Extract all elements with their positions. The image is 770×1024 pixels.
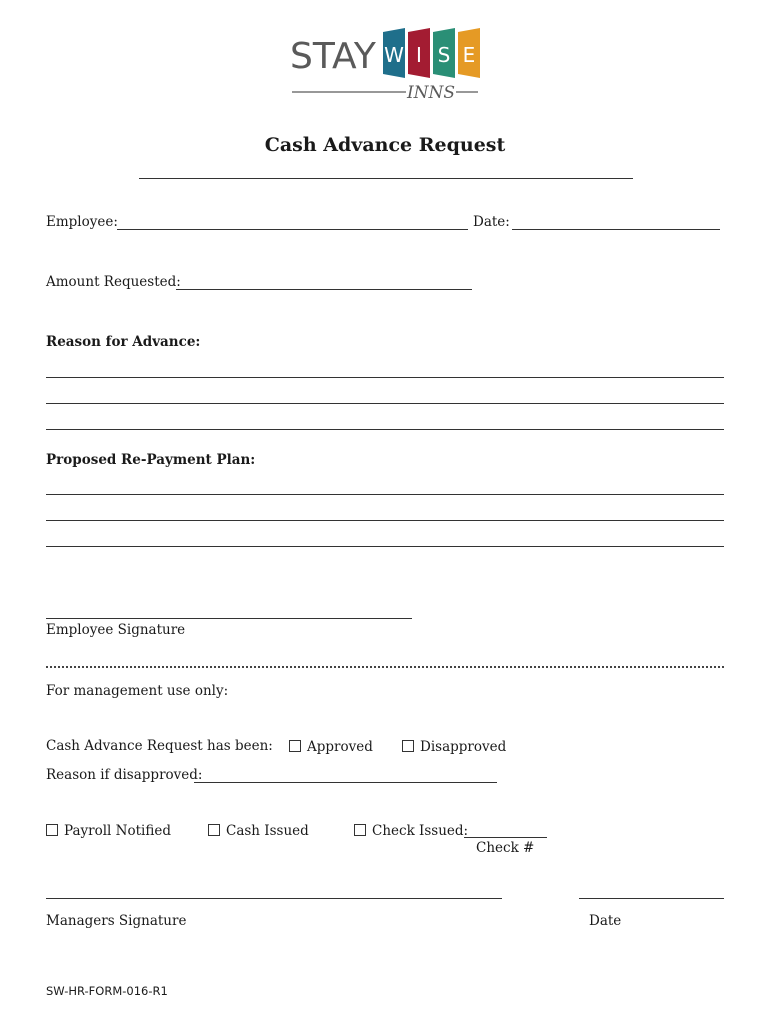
management-heading: For management use only:: [46, 683, 229, 699]
repayment-line[interactable]: [46, 494, 724, 495]
employee-label: Employee:: [46, 214, 118, 230]
managers-date-label: Date: [589, 913, 622, 929]
page-title: Cash Advance Request: [264, 134, 506, 156]
cash-issued-label: Cash Issued: [226, 823, 309, 839]
reason-line[interactable]: [46, 403, 724, 404]
cash-issued-checkbox[interactable]: [208, 824, 220, 836]
reason-line[interactable]: [46, 377, 724, 378]
date-field[interactable]: [512, 229, 720, 230]
check-number-field[interactable]: [464, 837, 547, 838]
managers-signature-field[interactable]: [46, 898, 502, 899]
logo-brand-sub: INNS: [406, 83, 456, 102]
employee-signature-label: Employee Signature: [46, 622, 186, 638]
cash-issued-option[interactable]: [208, 824, 309, 839]
date-label: Date:: [473, 214, 510, 230]
managers-date-field[interactable]: [579, 898, 724, 899]
reason-disapproved-field[interactable]: [194, 782, 497, 783]
check-number-label: Check #: [476, 840, 535, 856]
logo-letter-e: E: [462, 43, 476, 67]
logo-letter-w: W: [384, 43, 404, 67]
logo-brand-prefix: STAY: [290, 36, 376, 77]
disapproved-option[interactable]: [402, 740, 506, 755]
management-separator: [46, 666, 724, 668]
approved-option[interactable]: [289, 740, 373, 755]
logo-letter-i: I: [416, 43, 422, 67]
request-status-label: Cash Advance Request has been:: [46, 738, 273, 754]
title-underline: [139, 178, 633, 179]
repayment-line[interactable]: [46, 546, 724, 547]
amount-requested-field[interactable]: [176, 289, 472, 290]
payroll-notified-option[interactable]: [46, 824, 171, 839]
logo-graphic: [290, 26, 482, 102]
reason-disapproved-label: Reason if disapproved:: [46, 767, 203, 783]
check-issued-option[interactable]: [354, 824, 468, 839]
form-id: SW-HR-FORM-016-R1: [46, 984, 168, 998]
check-issued-checkbox[interactable]: [354, 824, 366, 836]
reason-heading: Reason for Advance:: [46, 334, 201, 350]
amount-requested-label: Amount Requested:: [46, 274, 181, 290]
logo-letter-s: S: [437, 43, 451, 67]
managers-signature-label: Managers Signature: [46, 913, 187, 929]
employee-signature-field[interactable]: [46, 618, 412, 619]
approved-label: Approved: [307, 739, 373, 755]
check-issued-label: Check Issued:: [372, 823, 469, 839]
repayment-heading: Proposed Re-Payment Plan:: [46, 452, 256, 468]
company-logo: [290, 26, 482, 102]
payroll-notified-checkbox[interactable]: [46, 824, 58, 836]
approved-checkbox[interactable]: [289, 740, 301, 752]
payroll-notified-label: Payroll Notified: [64, 823, 171, 839]
repayment-line[interactable]: [46, 520, 724, 521]
disapproved-label: Disapproved: [420, 739, 507, 755]
disapproved-checkbox[interactable]: [402, 740, 414, 752]
reason-line[interactable]: [46, 429, 724, 430]
employee-field[interactable]: [117, 229, 468, 230]
